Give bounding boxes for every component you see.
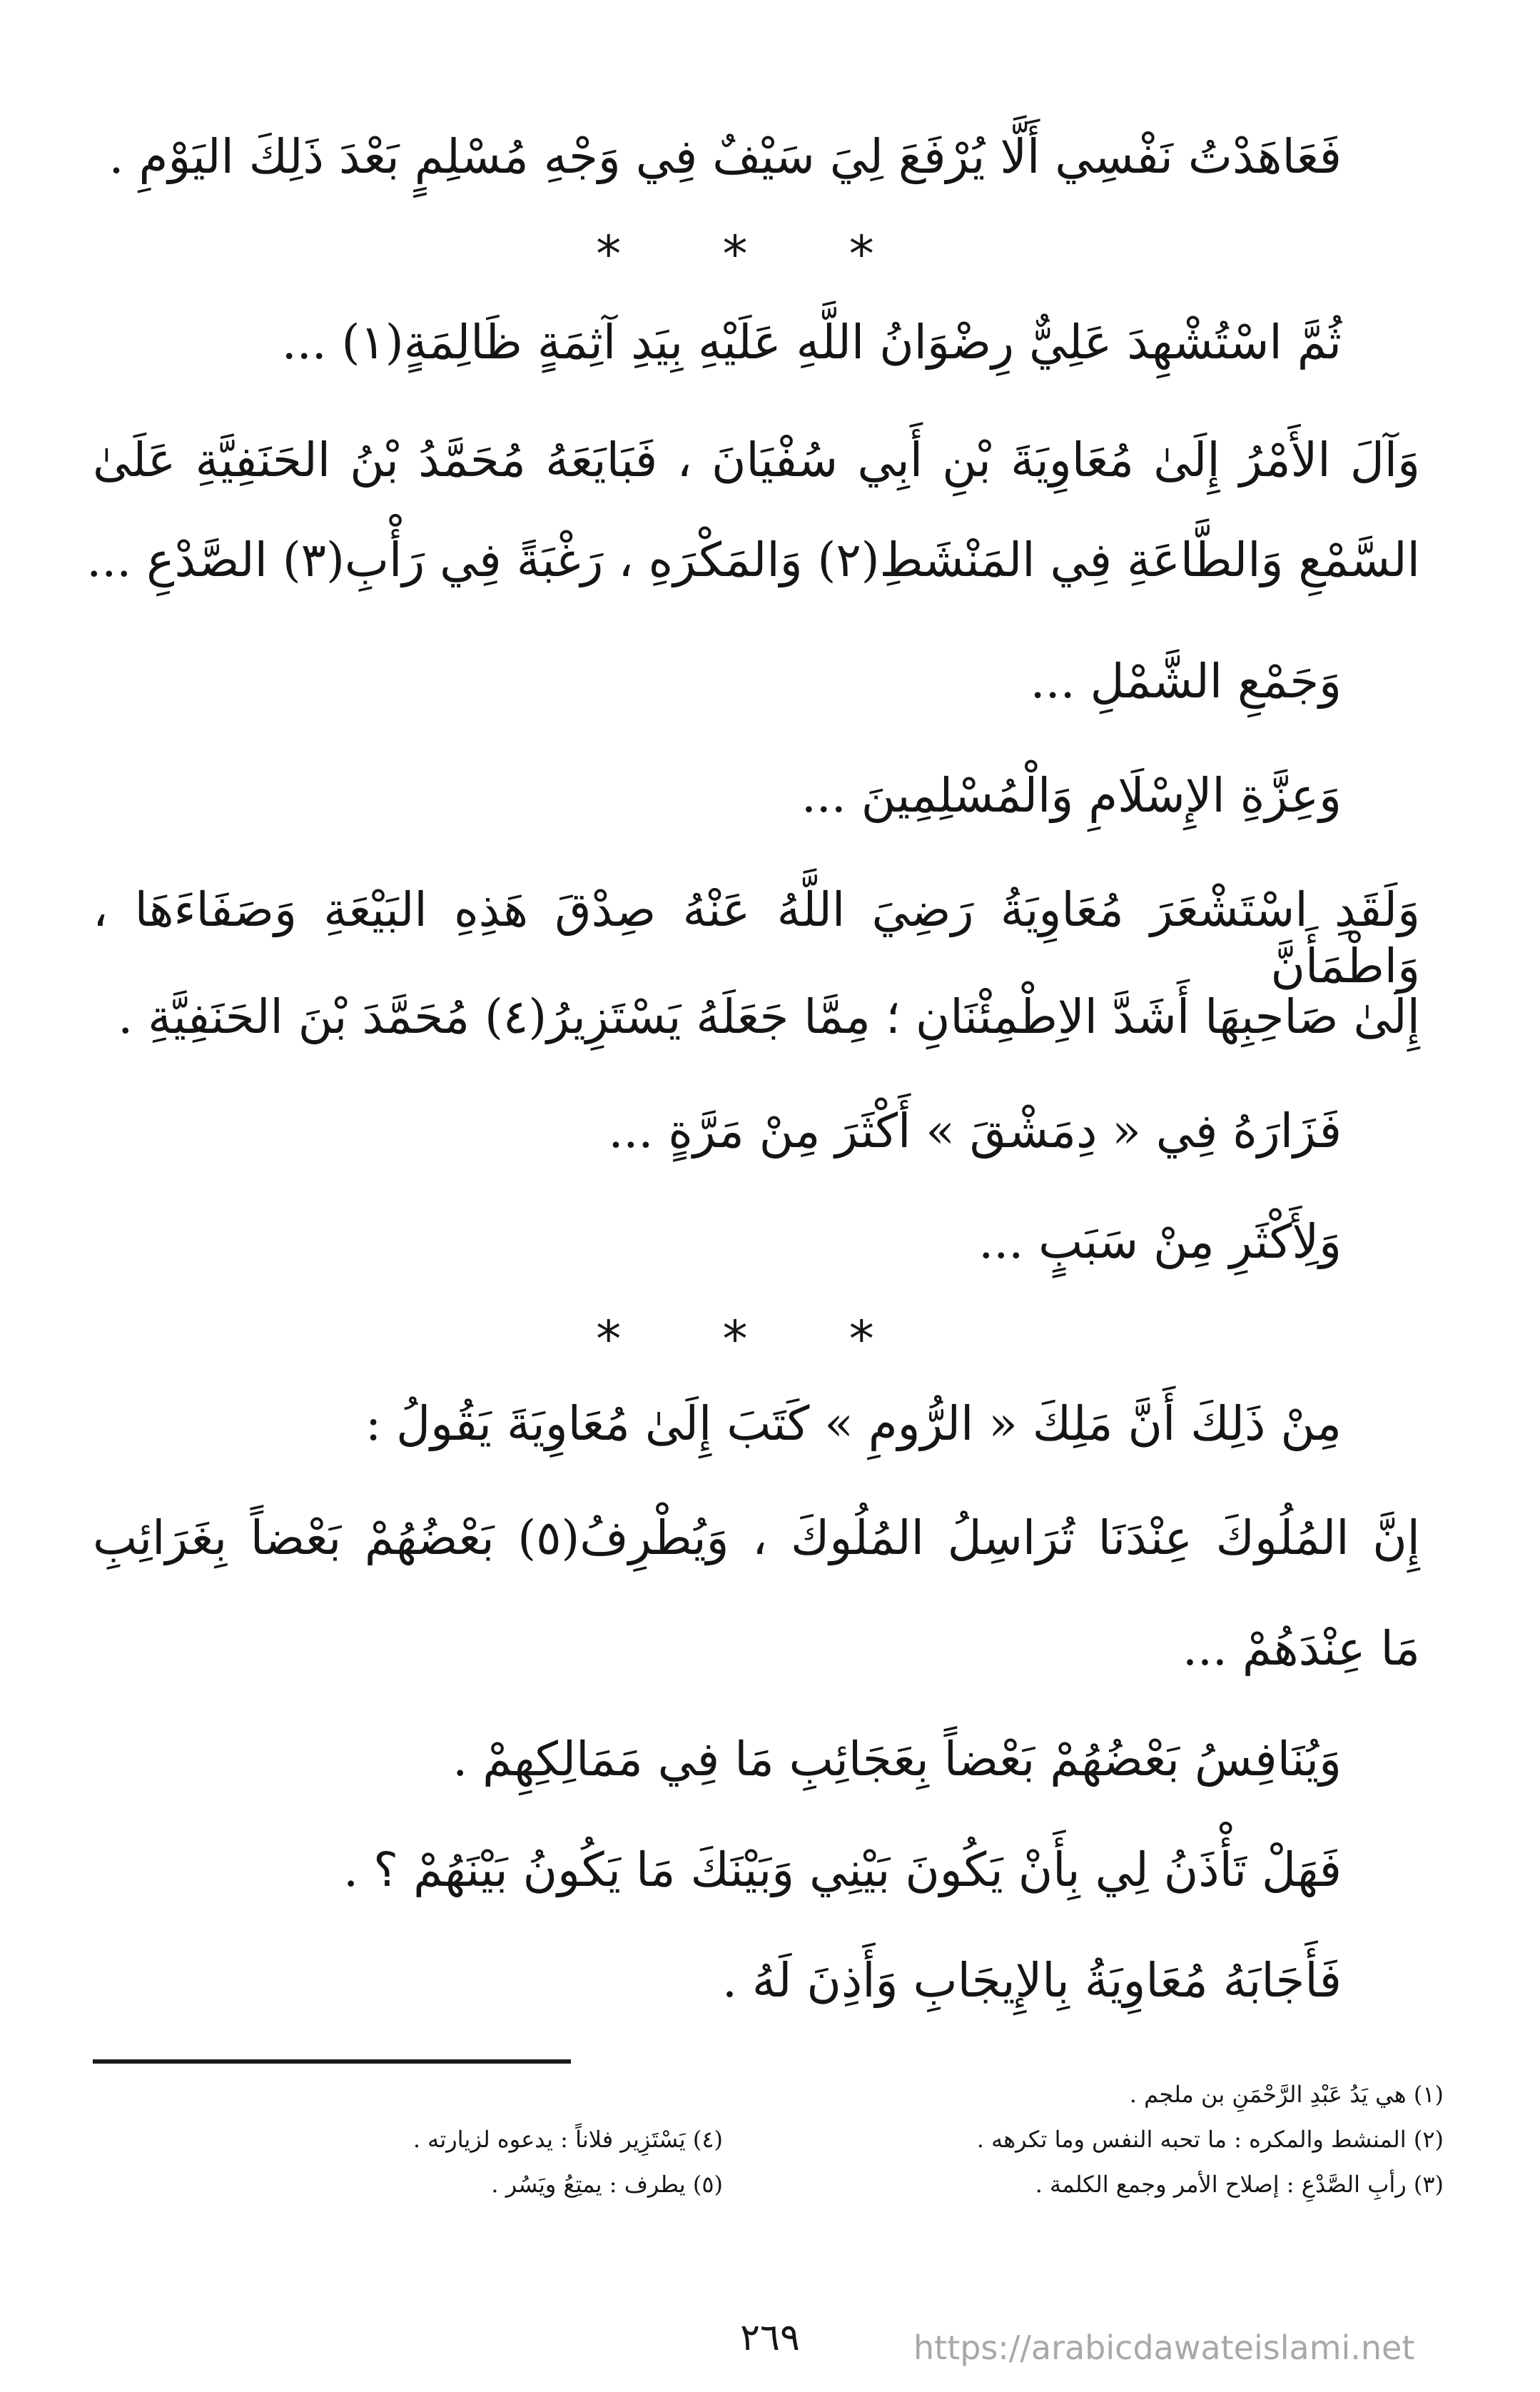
- text-line: إِلَىٰ صَاحِبِهَا أَشَدَّ الاِطْمِئْنَانِ ؛ مِمَّا جَعَلَهُ يَسْتَزِيرُ(٤) مُحَمَّدَ بْنَ الحَنَفِيَّةِ .: [118, 989, 1420, 1044]
- text-line: وَيُنَافِسُ بَعْضُهُمْ بَعْضاً بِعَجَائِبِ مَا فِي مَمَالِكِهِمْ .: [452, 1732, 1342, 1787]
- section-separator: * * *: [596, 1310, 917, 1368]
- text-line: فَزَارَهُ فِي « دِمَشْقَ » أَكْثَرَ مِنْ مَرَّةٍ ...: [608, 1104, 1342, 1159]
- footnote-5: (٥) يطرف : يمتِعُ ويَسُر .: [491, 2171, 723, 2198]
- text-line: فَعَاهَدْتُ نَفْسِي أَلَّا يُرْفَعَ لِيَ سَيْفٌ فِي وَجْهِ مُسْلِمٍ بَعْدَ ذَلِكَ اليَوْمِ .: [108, 129, 1342, 184]
- text-line: وَآلَ الأَمْرُ إِلَىٰ مُعَاوِيَةَ بْنِ أَبِي سُفْيَانَ ، فَبَايَعَهُ مُحَمَّدُ بْنُ الحَنَفِيَّةِ عَلَىٰ: [93, 433, 1420, 488]
- text-line: ثُمَّ اسْتُشْهِدَ عَلِيٌّ رِضْوَانُ اللَّهِ عَلَيْهِ بِيَدِ آثِمَةٍ ظَالِمَةٍ(١) ...: [281, 315, 1342, 370]
- footnote-divider: [93, 2059, 571, 2064]
- text-line: فَأَجَابَهُ مُعَاوِيَةُ بِالإِيجَابِ وَأَذِنَ لَهُ .: [721, 1953, 1342, 2008]
- footnote-4: (٤) يَسْتَزِير فلاناً : يدعوه لزيارته .: [412, 2126, 723, 2153]
- text-line: وَلَقَدِ اسْتَشْعَرَ مُعَاوِيَةُ رَضِيَ اللَّهُ عَنْهُ صِدْقَ هَذِهِ البَيْعَةِ وَصَفَاءَهَا ، وَاطْمَأَنَّ: [93, 882, 1420, 994]
- text-line: مِنْ ذَلِكَ أَنَّ مَلِكَ « الرُّومِ » كَتَبَ إِلَىٰ مُعَاوِيَةَ يَقُولُ :: [365, 1396, 1342, 1451]
- text-line: فَهَلْ تَأْذَنُ لِي بِأَنْ يَكُونَ بَيْنِي وَبَيْنَكَ مَا يَكُونُ بَيْنَهُمْ ؟ .: [343, 1842, 1342, 1897]
- page-number: ٢٦٩: [740, 2316, 800, 2359]
- text-line: وَجَمْعِ الشَّمْلِ ...: [1030, 654, 1342, 709]
- text-line: مَا عِنْدَهُمْ ...: [1182, 1621, 1420, 1676]
- text-line: السَّمْعِ وَالطَّاعَةِ فِي المَنْشَطِ(٢) وَالمَكْرَهِ ، رَغْبَةً فِي رَأْبِ(٣) الصَّدْعِ ...: [86, 533, 1420, 587]
- footnote-2: (٢) المنشط والمكره : ما تحبه النفس وما تكرهه .: [976, 2126, 1444, 2153]
- text-line: إِنَّ المُلُوكَ عِنْدَنَا تُرَاسِلُ المُلُوكَ ، وَيُطْرِفُ(٥) بَعْضُهُمْ بَعْضاً بِغَرَائِبِ: [93, 1510, 1420, 1565]
- footnote-1: (١) هي يَدُ عَبْدِ الرَّحْمَنِ بن ملجم .: [1129, 2081, 1444, 2108]
- text-line: وَعِزَّةِ الإِسْلَامِ وَالْمُسْلِمِينَ ...: [801, 768, 1342, 823]
- footnote-3: (٣) رأبِ الصَّدْعِ : إصلاح الأمر وجمع الكلمة .: [1035, 2171, 1444, 2198]
- text-line: وَلِأَكْثَرِ مِنْ سَبَبٍ ...: [978, 1214, 1342, 1269]
- section-separator: * * *: [596, 225, 917, 283]
- watermark-url: https://arabicdawateislami.net: [913, 2328, 1415, 2367]
